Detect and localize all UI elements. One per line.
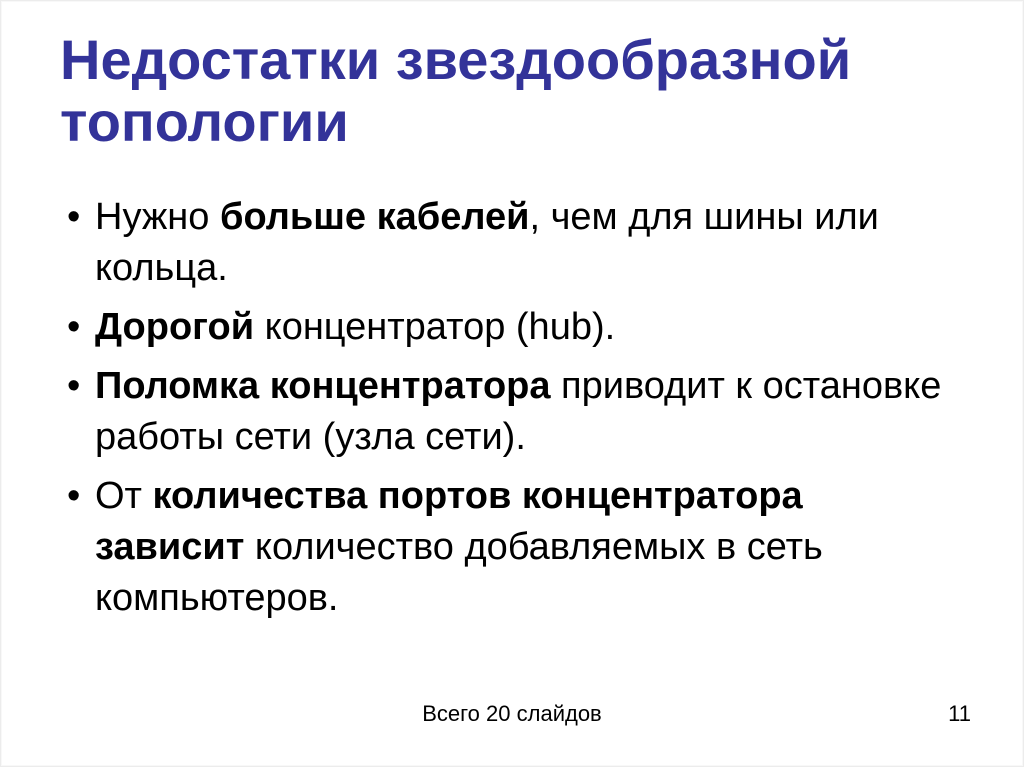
bullet-icon: • (67, 365, 81, 407)
bullet-item (0, 471, 1024, 624)
footer-text: Всего 20 слайдов (422, 701, 602, 726)
bullet-icon: • (67, 196, 81, 238)
bullet-icon: • (67, 306, 81, 348)
bullet-list (0, 192, 1024, 624)
bullet-icon: • (67, 475, 81, 517)
page-number: 11 (948, 701, 971, 726)
slide-title: Недостатки звездообразной топологии (60, 28, 852, 153)
bullet-text: Нужно больше кабелей, чем для шины или кольца. (95, 196, 879, 289)
bullet-text: Дорогой концентратор (hub). (95, 306, 616, 348)
bullet-item (0, 192, 1024, 294)
bullet-text: Поломка концентратора приводит к остановке работы сети (узла сети). (95, 365, 942, 458)
bullet-item (0, 361, 1024, 463)
bullet-item (0, 302, 1024, 353)
footer (0, 701, 1024, 731)
bullet-text: От количества портов концентратора зависит количество добавляемых в сеть компьютеров. (95, 475, 823, 619)
